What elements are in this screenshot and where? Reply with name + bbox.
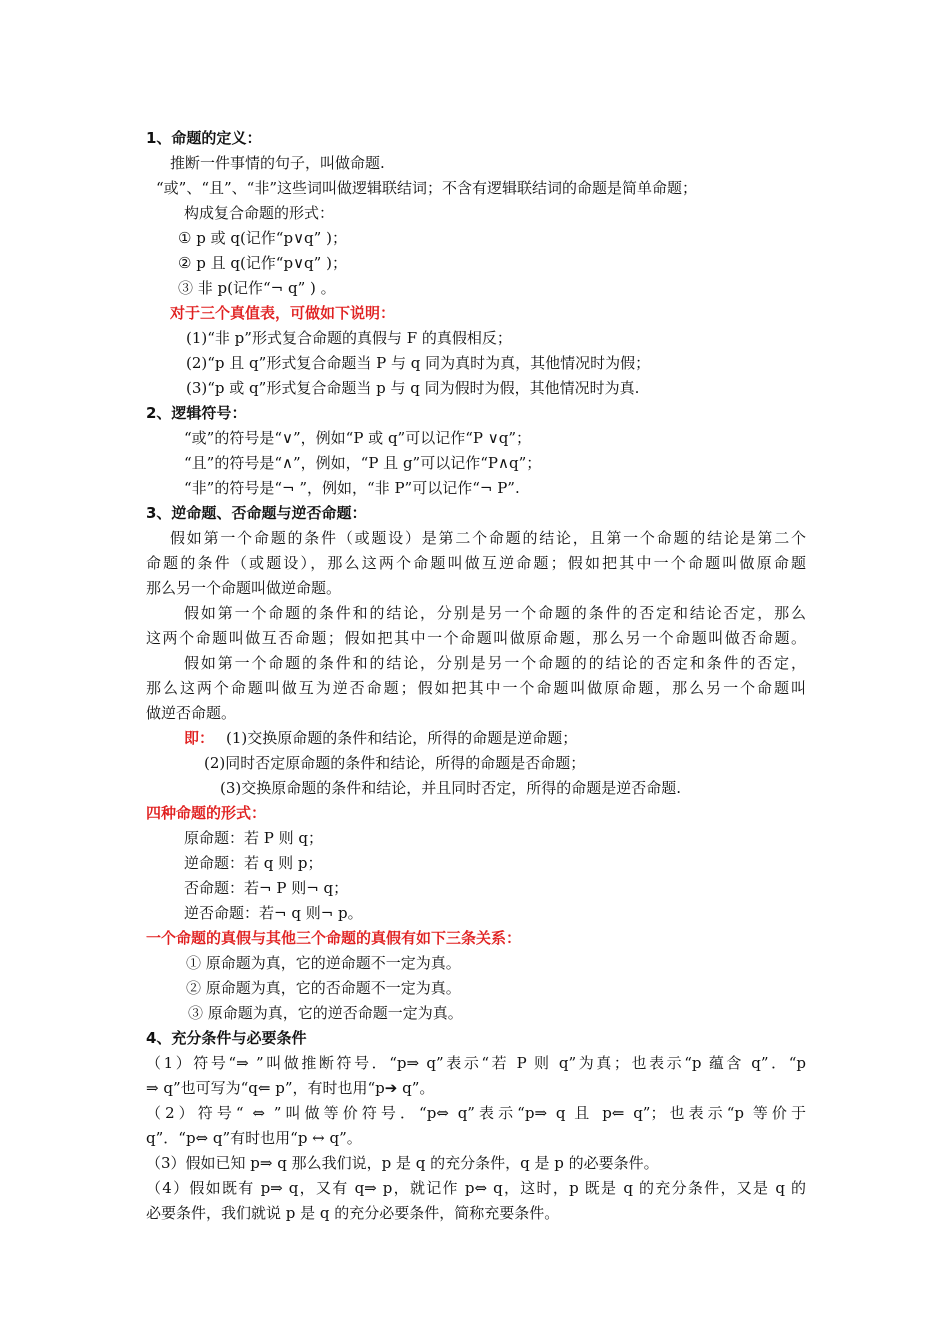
section-1-line: 推断一件事情的句子，叫做命题. — [170, 154, 385, 172]
paragraph-line: 命题的条件（或题设），那么这两个命题叫做互逆命题；假如把其中一个命题叫做原命题 — [146, 554, 806, 572]
rule-line: (2)同时否定原命题的条件和结论，所得的命题是否命题； — [204, 754, 586, 772]
note-line: (3)“p 或 q”形式复合命题当 p 与 q 同为假时为假，其他情况时为真. — [186, 379, 640, 397]
section-1-line: 构成复合命题的形式： — [184, 204, 335, 222]
rule-line: (1)交换原命题的条件和结论，所得的命题是逆命题； — [226, 729, 578, 747]
section-4-heading: 4、充分条件与必要条件 — [146, 1029, 307, 1047]
symbol-line: “非”的符号是“¬ ”，例如，“非 P”可以记作“¬ P”. — [184, 479, 520, 497]
four-forms-title: 四种命题的形式： — [146, 804, 267, 822]
section-2-heading: 2、逻辑符号： — [146, 404, 247, 422]
paragraph-line: 那么另一个命题叫做逆命题。 — [146, 579, 342, 597]
condition-line: 必要条件，我们就说 p 是 q 的充分必要条件，简称充要条件。 — [146, 1204, 560, 1222]
note-line: (2)“p 且 q”形式复合命题当 P 与 q 同为真时为真，其他情况时为假； — [186, 354, 651, 372]
paragraph-line: 假如第一个命题的条件和的结论，分别是另一个命题的的结论的否定和条件的否定， — [184, 654, 806, 672]
note-line: (1)“非 p”形式复合命题的真假与 F 的真假相反； — [186, 329, 512, 347]
symbol-line: “且”的符号是“∧”，例如，“P 且 g”可以记作“P∧q”； — [184, 454, 542, 472]
list-item: ② p 且 q(记作“p∨q” )； — [178, 254, 347, 272]
condition-line: （3）假如已知 p⇒ q 那么我们说，p 是 q 的充分条件，q 是 p 的必要条件。 — [146, 1154, 659, 1172]
form-line: 逆否命题：若¬ q 则¬ p。 — [184, 904, 363, 922]
symbol-line: “或”的符号是“∨”，例如“P 或 q”可以记作“P ∨q”； — [184, 429, 532, 447]
paragraph-line: 假如第一个命题的条件和的结论，分别是另一个命题的条件的否定和结论否定，那么 — [184, 604, 806, 622]
condition-line: （1）符号“⇒ ”叫做推断符号．“p⇒ q”表示“若 P 则 q”为真；也表示“p 蕴含 q”．“p — [146, 1054, 806, 1072]
relation-line: ② 原命题为真，它的否命题不一定为真。 — [186, 979, 461, 997]
truth-table-note-title: 对于三个真值表，可做如下说明： — [170, 304, 396, 322]
form-line: 逆命题：若 q 则 p； — [184, 854, 323, 872]
paragraph-line: 做逆否命题。 — [146, 704, 237, 722]
section-3-heading: 3、逆命题、否命题与逆否命题： — [146, 504, 367, 522]
paragraph-line: 那么这两个命题叫做互为逆否命题；假如把其中一个命题叫做原命题，那么另一个命题叫 — [146, 679, 806, 697]
condition-line: （4）假如既有 p⇒ q，又有 q⇒ p，就记作 p⇔ q，这时，p 既是 q 的充分条件，又是 q 的 — [146, 1179, 806, 1197]
relation-line: ① 原命题为真，它的逆命题不一定为真。 — [186, 954, 461, 972]
relations-title: 一个命题的真假与其他三个命题的真假有如下三条关系： — [146, 929, 522, 947]
section-1-heading: 1、命题的定义： — [146, 129, 262, 147]
paragraph-line: 这两个命题叫做互否命题；假如把其中一个命题叫做原命题，那么另一个命题叫做否命题。 — [146, 629, 806, 647]
paragraph-line: 假如第一个命题的条件（或题设）是第二个命题的结论，且第一个命题的结论是第二个 — [170, 529, 806, 547]
list-item: ③ 非 p(记作“¬ q” ) 。 — [178, 279, 336, 297]
form-line: 否命题：若¬ P 则¬ q； — [184, 879, 349, 897]
condition-line: q”．“p⇔ q”有时也用“p ↔ q”。 — [146, 1129, 362, 1147]
relation-line: ③ 原命题为真，它的逆否命题一定为真。 — [188, 1004, 463, 1022]
ji-label: 即： — [184, 729, 215, 747]
list-item: ① p 或 q(记作“p∨q” )； — [178, 229, 347, 247]
form-line: 原命题：若 P 则 q； — [184, 829, 323, 847]
section-1-line: “或”、“且”、“非”这些词叫做逻辑联结词；不含有逻辑联结词的命题是简单命题； — [156, 179, 698, 197]
rule-line: (3)交换原命题的条件和结论，并且同时否定，所得的命题是逆否命题. — [220, 779, 682, 797]
condition-line: ⇒ q”也可写为“q⇐ p”，有时也用“p➔ q”。 — [146, 1079, 435, 1097]
condition-line: （2）符号“ ⇔ ”叫做等价符号．“p⇔ q”表示“p⇒ q 且 p⇐ q”；也表示“p 等价于 — [146, 1104, 806, 1122]
